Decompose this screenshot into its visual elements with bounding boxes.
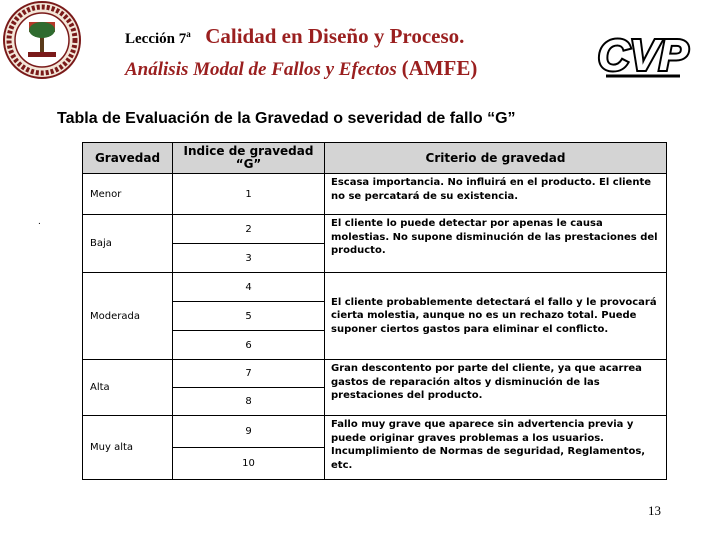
indice-cell: 1 — [173, 174, 325, 215]
indice-cell: 4 — [173, 273, 325, 302]
indice-cell: 9 — [173, 416, 325, 448]
table-row — [83, 174, 667, 215]
cvp-logo-icon — [592, 28, 694, 80]
logo-text: CVP — [597, 31, 689, 80]
col-header-gravedad: Gravedad — [83, 143, 173, 174]
indice-cell: 8 — [173, 388, 325, 416]
criterio-cell: El cliente probablemente detectará el fallo y le provocará cierta molestia, aunque no es un rechazo total. Puede suponer ciertos gastos para eliminar el conflicto. — [325, 273, 667, 360]
indice-cell: 10 — [173, 448, 325, 480]
indice-cell: 3 — [173, 244, 325, 273]
criterio-cell: Fallo muy grave que aparece sin advertencia previa y puede originar graves problemas a los usuarios. Incumplimiento de Normas de seguridad, Reglamentos, etc. — [325, 416, 667, 480]
col-header-criterio: Criterio de gravedad — [325, 143, 667, 174]
gravedad-cell: Moderada — [83, 273, 173, 360]
lesson-label: Lección 7$^a$ — [125, 29, 191, 47]
table-row — [83, 215, 667, 244]
col-header-indice: Indice de gravedad “G” — [173, 143, 325, 174]
topic-title: Calidad en Diseño y Proceso. — [205, 24, 465, 48]
criterio-cell: Gran descontento por parte del cliente, ya que acarrea gastos de reparación altos y disminución de las prestaciones del producto. — [325, 360, 667, 416]
university-seal-icon — [2, 0, 82, 80]
criterio-cell: El cliente lo puede detectar por apenas le causa molestias. No supone disminución de las prestaciones del producto. — [325, 215, 667, 273]
indice-cell: 2 — [173, 215, 325, 244]
indice-cell: 5 — [173, 302, 325, 331]
table-row — [83, 416, 667, 448]
header-line-1 — [125, 24, 464, 49]
severity-table — [82, 142, 667, 480]
indice-cell: 7 — [173, 360, 325, 388]
subtitle-acronym: (AMFE) — [401, 56, 478, 80]
gravedad-cell: Alta — [83, 360, 173, 416]
table-row — [83, 273, 667, 302]
gravedad-cell: Menor — [83, 174, 173, 215]
table-row — [83, 360, 667, 388]
gravedad-cell: Baja — [83, 215, 173, 273]
stray-marker: . — [38, 216, 41, 227]
gravedad-cell: Muy alta — [83, 416, 173, 480]
subtitle: Análisis Modal de Fallos y Efectos (AMFE) — [125, 56, 478, 80]
criterio-cell: Escasa importancia. No influirá en el producto. El cliente no se percatará de su existencia. — [325, 174, 667, 215]
section-title: Tabla de Evaluación de la Gravedad o severidad de fallo “G” — [57, 110, 516, 127]
table-header-row — [83, 143, 667, 174]
page-number: 13 — [648, 503, 661, 518]
indice-cell: 6 — [173, 331, 325, 360]
